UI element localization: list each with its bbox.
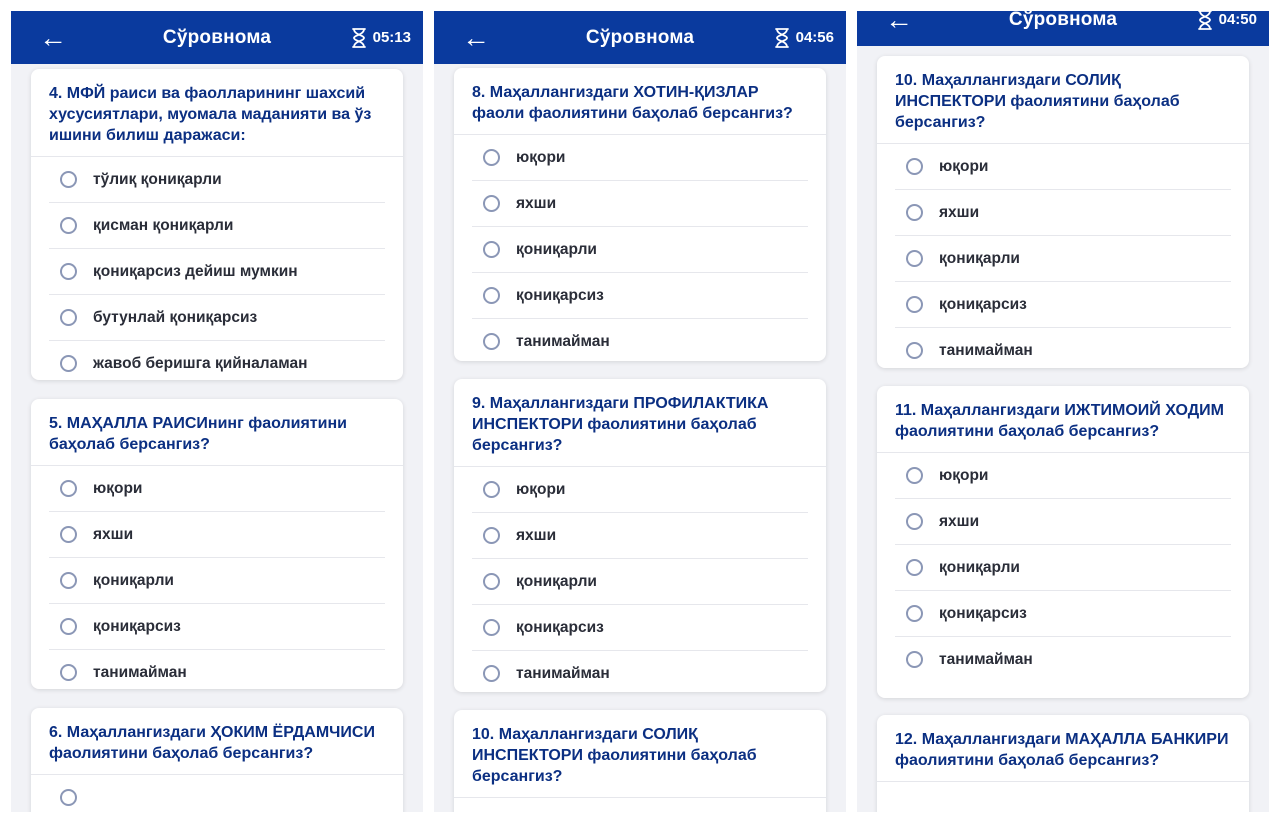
option-row[interactable] [49, 466, 385, 512]
app-bar [434, 11, 846, 64]
option-label: қониқарсиз [516, 618, 604, 636]
app-bar [11, 11, 423, 64]
timer-value: 04:50 [1218, 11, 1257, 28]
arrow-left-icon: ← [885, 11, 913, 35]
option-row[interactable] [895, 282, 1231, 328]
survey-panel-1 [11, 11, 423, 812]
option-row[interactable] [49, 558, 385, 604]
option-row[interactable] [895, 637, 1231, 682]
option-row[interactable] [472, 135, 808, 181]
option-label: қониқарли [516, 572, 597, 590]
app-bar [857, 11, 1269, 46]
radio-button[interactable] [906, 158, 923, 175]
radio-button[interactable] [60, 664, 77, 681]
option-label: қониқарли [93, 571, 174, 589]
option-label: қониқарли [939, 558, 1020, 576]
question-card [454, 68, 826, 361]
question-text: 4. МФЙ раиси ва фаолларининг шахсий хусусиятлари, муомала маданияти ва ўз ишини билиш даражаси: [31, 69, 403, 157]
hourglass-icon [351, 28, 367, 48]
option-row[interactable] [472, 467, 808, 513]
question-card [31, 69, 403, 380]
back-button[interactable] [885, 11, 913, 46]
question-text: 9. Маҳаллангиздаги ПРОФИЛАКТИКА ИНСПЕКТОРИ фаолиятини баҳолаб берсангиз? [454, 379, 826, 467]
option-label: қониқарсиз [93, 617, 181, 635]
timer-value: 05:13 [372, 29, 411, 46]
radio-button[interactable] [906, 342, 923, 359]
page-title: Сўровнома [1008, 11, 1118, 30]
radio-button[interactable] [483, 149, 500, 166]
option-label: тўлиқ қониқарли [93, 170, 222, 188]
question-card [877, 56, 1249, 368]
option-label: яхши [939, 512, 980, 530]
option-row[interactable] [49, 512, 385, 558]
option-label: танимайман [516, 332, 610, 350]
option-row[interactable] [472, 181, 808, 227]
option-row[interactable] [49, 203, 385, 249]
hourglass-icon [774, 28, 790, 48]
option-row[interactable] [472, 273, 808, 319]
hourglass-icon [1197, 11, 1213, 30]
question-text: 10. Маҳаллангиздаги СОЛИҚ ИНСПЕКТОРИ фаолиятини баҳолаб берсангиз? [877, 56, 1249, 144]
question-text: 10. Маҳаллангиздаги СОЛИҚ ИНСПЕКТОРИ фаолиятини баҳолаб берсангиз? [454, 710, 826, 798]
radio-button[interactable] [483, 619, 500, 636]
radio-button[interactable] [483, 195, 500, 212]
arrow-left-icon: ← [462, 21, 490, 53]
radio-button[interactable] [60, 789, 77, 806]
radio-button[interactable] [60, 572, 77, 589]
option-row[interactable] [472, 513, 808, 559]
radio-button[interactable] [483, 481, 500, 498]
option-row[interactable] [472, 319, 808, 361]
radio-button[interactable] [60, 263, 77, 280]
option-row[interactable] [49, 604, 385, 650]
radio-button[interactable] [483, 527, 500, 544]
survey-panel-3 [857, 11, 1269, 812]
option-row[interactable] [49, 295, 385, 341]
radio-button[interactable] [906, 605, 923, 622]
option-label: қониқарсиз [516, 286, 604, 304]
option-label: танимайман [939, 341, 1033, 359]
radio-button[interactable] [60, 618, 77, 635]
radio-button[interactable] [60, 309, 77, 326]
option-row[interactable] [895, 453, 1231, 499]
back-button[interactable] [39, 11, 67, 64]
question-card [877, 386, 1249, 698]
radio-button[interactable] [60, 217, 77, 234]
option-label: қониқарсиз [939, 604, 1027, 622]
radio-button[interactable] [483, 665, 500, 682]
option-row[interactable] [49, 341, 385, 380]
option-row[interactable] [49, 775, 385, 812]
option-row[interactable] [472, 559, 808, 605]
question-card [31, 708, 403, 812]
option-label: бутунлай қониқарсиз [93, 308, 258, 326]
radio-button[interactable] [60, 355, 77, 372]
radio-button[interactable] [483, 287, 500, 304]
option-row[interactable] [472, 227, 808, 273]
option-row[interactable] [895, 190, 1231, 236]
timer-value: 04:56 [795, 29, 834, 46]
option-row[interactable] [895, 328, 1231, 368]
option-row[interactable] [895, 144, 1231, 190]
option-label: қониқарли [516, 240, 597, 258]
option-label: юқори [939, 466, 989, 484]
option-row[interactable] [49, 157, 385, 203]
radio-button[interactable] [906, 651, 923, 668]
option-row[interactable] [472, 651, 808, 692]
radio-button[interactable] [906, 467, 923, 484]
question-text: 5. МАҲАЛЛА РАИСИнинг фаолиятини баҳолаб берсангиз? [31, 399, 403, 466]
radio-button[interactable] [483, 241, 500, 258]
option-label: юқори [516, 148, 566, 166]
option-label: яхши [516, 194, 557, 212]
radio-button[interactable] [906, 250, 923, 267]
question-text: 6. Маҳаллангиздаги ҲОКИМ ЁРДАМЧИСИ фаолиятини баҳолаб берсангиз? [31, 708, 403, 775]
option-row[interactable] [49, 650, 385, 689]
question-text: 8. Маҳаллангиздаги ХОТИН-ҚИЗЛАР фаоли фаолиятини баҳолаб берсангиз? [454, 68, 826, 135]
option-row[interactable] [895, 591, 1231, 637]
option-label: юқори [516, 480, 566, 498]
option-row[interactable] [49, 249, 385, 295]
option-row[interactable] [472, 605, 808, 651]
option-label: танимайман [516, 664, 610, 682]
option-label: танимайман [939, 650, 1033, 668]
option-label: қониқарсиз дейиш мумкин [93, 262, 298, 280]
radio-button[interactable] [60, 526, 77, 543]
question-text: 11. Маҳаллангиздаги ИЖТИМОИЙ ХОДИМ фаолиятини баҳолаб берсангиз? [877, 386, 1249, 453]
survey-panel-2 [434, 11, 846, 812]
option-row[interactable] [895, 545, 1231, 591]
option-label: танимайман [93, 663, 187, 681]
radio-button[interactable] [483, 333, 500, 350]
timer [1197, 11, 1257, 46]
option-label: юқори [93, 479, 143, 497]
question-card [877, 715, 1249, 812]
option-row[interactable] [895, 499, 1231, 545]
option-label: яхши [93, 525, 134, 543]
arrow-left-icon: ← [39, 21, 67, 53]
radio-button[interactable] [906, 296, 923, 313]
option-label: қониқарли [939, 249, 1020, 267]
option-label: қисман қониқарли [93, 216, 234, 234]
question-card [31, 399, 403, 689]
radio-button[interactable] [906, 513, 923, 530]
option-row[interactable] [895, 236, 1231, 282]
option-label: юқори [939, 157, 989, 175]
page-title: Сўровнома [162, 26, 272, 48]
option-label: яхши [939, 203, 980, 221]
radio-button[interactable] [906, 559, 923, 576]
option-label: яхши [516, 526, 557, 544]
page-title: Сўровнома [585, 26, 695, 48]
option-label: жавоб беришга қийналаман [93, 354, 308, 372]
question-text: 12. Маҳаллангиздаги МАҲАЛЛА БАНКИРИ фаолиятини баҳолаб берсангиз? [877, 715, 1249, 782]
radio-button[interactable] [60, 480, 77, 497]
timer [774, 11, 834, 64]
timer [351, 11, 411, 64]
option-label: қониқарсиз [939, 295, 1027, 313]
back-button[interactable] [462, 11, 490, 64]
question-card [454, 710, 826, 812]
question-card [454, 379, 826, 692]
radio-button[interactable] [483, 573, 500, 590]
option-row[interactable] [472, 798, 808, 812]
radio-button[interactable] [906, 204, 923, 221]
radio-button[interactable] [60, 171, 77, 188]
